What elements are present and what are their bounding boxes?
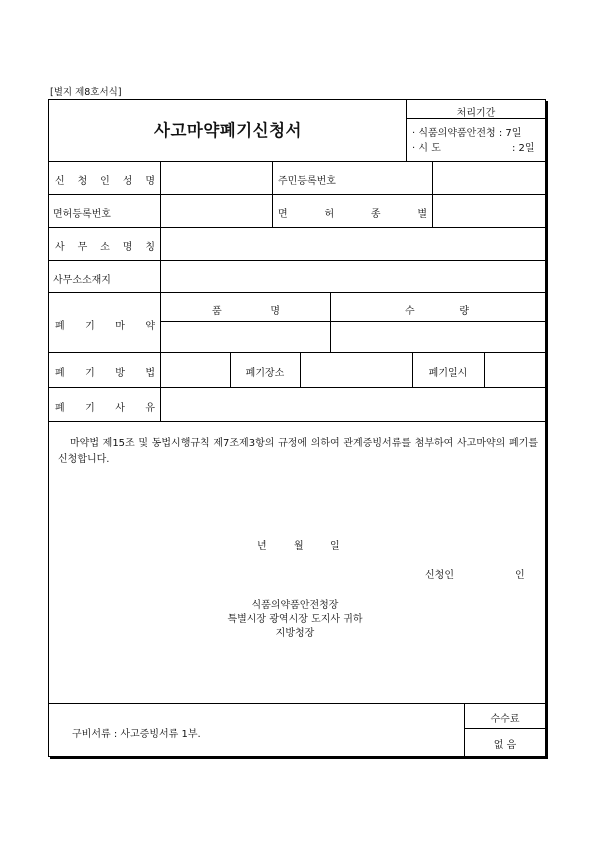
label-office-address: 사무소소재지 (53, 275, 111, 286)
office-name-field[interactable] (161, 228, 545, 259)
label-disposal-date: 폐기일시 (428, 368, 468, 379)
form-title: 사고마약폐기신청서 (154, 121, 302, 140)
quantity-field[interactable] (331, 322, 545, 351)
recipient-line-3: 지방청장 (275, 628, 315, 639)
disposal-reason-field[interactable] (161, 388, 545, 420)
label-license-number: 면허등록번호 (53, 209, 111, 220)
product-name-field[interactable] (161, 322, 329, 351)
date-year-label: 년 (257, 541, 267, 552)
office-address-field[interactable] (161, 261, 545, 291)
label-office-name: 사 무 소 명 칭 (55, 242, 155, 253)
disposal-date-field[interactable] (485, 353, 545, 386)
label-disposal-drug: 폐 기 마 약 (55, 321, 155, 332)
header-product-name: 품 명 (212, 306, 280, 317)
rule-row4 (48, 292, 546, 293)
application-statement: 마약법 제15조 및 동법시행규칙 제7조제3항의 규정에 의하여 관계증빙서류를 첨부하여 사고마약의 폐기를 신청합니다. (58, 438, 538, 465)
fee-label: 수수료 (490, 714, 520, 725)
processing-period-city-label: · 시 도 (412, 143, 441, 154)
label-resident-number: 주민등록번호 (278, 176, 336, 187)
required-documents: 구비서류 : 사고증빙서류 1부. (72, 729, 201, 740)
disposal-method-field[interactable] (161, 353, 229, 386)
applicant-seal-label: 인 (515, 570, 525, 581)
rule-row5 (48, 352, 546, 353)
label-license-type: 면 허 종 별 (278, 209, 427, 220)
processing-period-kfda: · 식품의약품안전청 : 7일 (412, 128, 522, 139)
fee-value: 없 음 (493, 740, 517, 751)
rule-footer-top (48, 703, 546, 704)
vline-mid-col (272, 161, 273, 227)
date-day-label: 일 (330, 541, 340, 552)
label-disposal-reason: 폐 기 사 유 (55, 403, 155, 414)
resident-number-field[interactable] (433, 162, 545, 193)
label-disposal-method: 폐 기 방 법 (55, 368, 155, 379)
disposal-place-field[interactable] (301, 353, 411, 386)
label-applicant-name: 신 청 인 성 명 (55, 176, 155, 187)
processing-period-city-value: : 2일 (512, 143, 535, 154)
recipient-line-2: 특별시장 광역시장 도지사 귀하 (227, 614, 363, 625)
recipient-line-1: 식품의약품안전청장 (251, 600, 339, 611)
header-quantity: 수 량 (405, 306, 469, 317)
form-number-label: [별지 제8호서식] (50, 87, 122, 98)
rule-fee-mid (464, 728, 546, 729)
applicant-label: 신청인 (425, 570, 454, 581)
processing-period-header: 처리기간 (456, 108, 496, 119)
date-month-label: 월 (294, 541, 304, 552)
applicant-name-field[interactable] (161, 162, 271, 193)
label-disposal-place: 폐기장소 (245, 368, 285, 379)
license-number-field[interactable] (161, 195, 271, 226)
license-type-field[interactable] (433, 195, 545, 226)
rule-row7 (48, 421, 546, 422)
